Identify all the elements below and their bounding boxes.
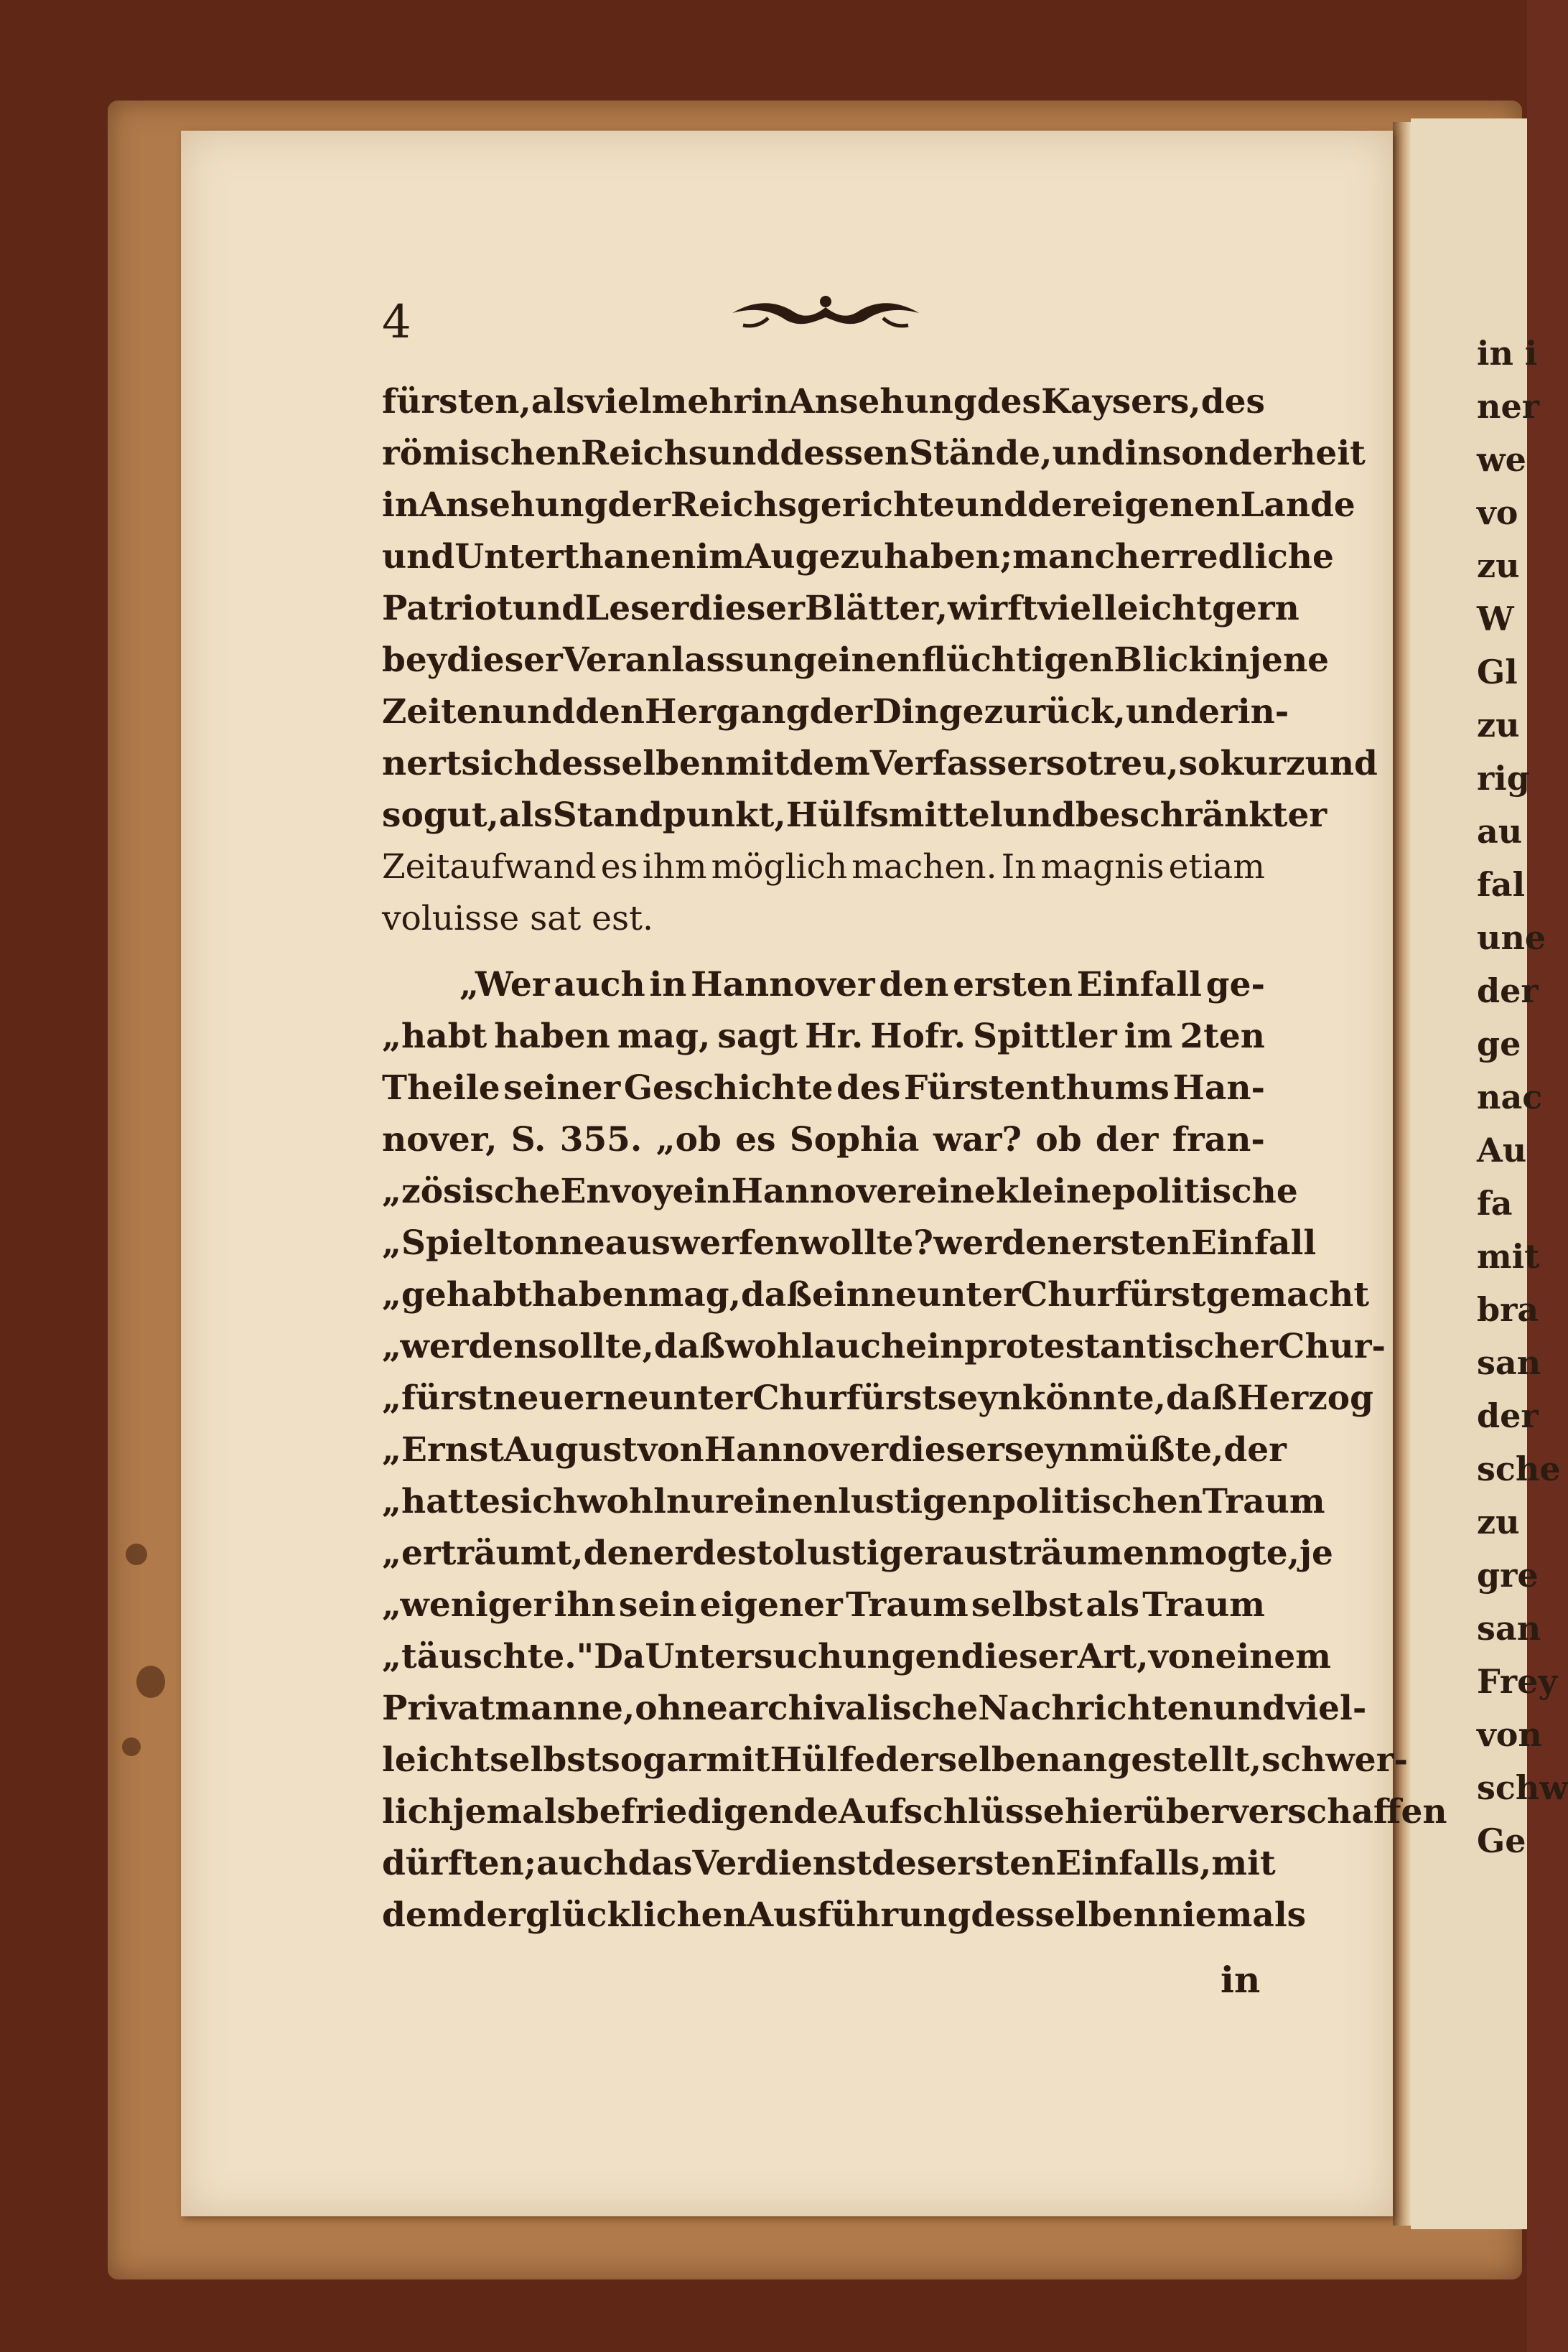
flourish-ornament-icon (725, 286, 926, 336)
text-line: „Wer auch in Hannover den ersten Einfall ge- (459, 965, 1265, 1004)
text-line: Zeitaufwand es ihm möglich machen. In magnis etiam (382, 847, 1265, 887)
adjacent-page-fragment: bra (1477, 1290, 1539, 1329)
ink-stain (122, 1737, 141, 1756)
adjacent-page-fragment: au (1477, 812, 1523, 851)
text-line: „werden sollte, daß wohl auch ein protestantischer Chur- (382, 1327, 1386, 1366)
text-line: „habt haben mag, sagt Hr. Hofr. Spittler im 2ten (382, 1017, 1265, 1056)
adjacent-page-fragment: Gl (1477, 653, 1518, 691)
text-line: römischen Reichs und dessen Stände, und insonderheit (382, 434, 1366, 473)
adjacent-page-fragment: san (1477, 1609, 1541, 1648)
text-line: „täuschte." Da Untersuchungen dieser Art, von einem (382, 1637, 1332, 1676)
text-line: dürften; auch das Verdienst des ersten Einfalls, mit (382, 1844, 1276, 1883)
ink-stain (126, 1544, 147, 1565)
text-line: „hatte sich wohl nur einen lustigen politischen Traum (382, 1482, 1325, 1521)
text-line: „zösische Envoye in Hannover eine kleine politische (382, 1172, 1298, 1211)
adjacent-page-fragment: fa (1477, 1184, 1513, 1223)
text-line: nover, S. 355. „ob es Sophia war? ob der fran- (382, 1120, 1265, 1159)
adjacent-page-fragment: Ge (1477, 1821, 1526, 1860)
text-line: Theile seiner Geschichte des Fürstenthums Han- (382, 1068, 1265, 1108)
adjacent-page-fragment: W (1477, 599, 1514, 638)
adjacent-page-fragment: une (1477, 918, 1546, 957)
text-line: Patriot und Leser dieser Blätter, wirft vielleicht gern (382, 589, 1299, 628)
adjacent-page-fragment: gre (1477, 1556, 1539, 1595)
book-gutter (1393, 122, 1411, 2226)
adjacent-page-fragment: sche (1477, 1450, 1561, 1488)
text-line: „fürst neuer neunter Churfürst seyn könnte, daß Herzog (382, 1378, 1374, 1418)
text-line: und Unterthanen im Auge zu haben; mancher redliche (382, 537, 1334, 577)
catchword: in (1221, 1959, 1261, 2001)
text-line: „gehabt haben mag, daß ein neunter Churfürst gemacht (382, 1275, 1370, 1315)
adjacent-page-fragment: Au (1477, 1131, 1527, 1170)
text-line: Zeiten und den Hergang der Dinge zurück, und erin- (382, 692, 1289, 732)
adjacent-page-fragment: Frey (1477, 1662, 1558, 1701)
text-line: Privatmanne, ohne archivalische Nachrichten und viel- (382, 1689, 1367, 1728)
text-line: nert sich desselben mit dem Verfasser so treu, so kurz und (382, 744, 1378, 783)
adjacent-page-fragment: der (1477, 971, 1539, 1010)
adjacent-page-fragment: rig (1477, 759, 1530, 798)
text-line: in Ansehung der Reichsgerichte und der eigenen Lande (382, 485, 1355, 525)
adjacent-page-fragment: fal (1477, 865, 1526, 904)
text-line: fürsten, als vielmehr in Ansehung des Kaysers, des (382, 382, 1265, 421)
adjacent-page-fragment: in i (1477, 334, 1538, 373)
adjacent-page-fragment: nac (1477, 1078, 1543, 1116)
adjacent-page-fragment: zu (1477, 1503, 1520, 1541)
page-number: 4 (382, 296, 411, 349)
adjacent-page-fragment: we (1477, 440, 1526, 479)
adjacent-page-fragment: vo (1477, 493, 1518, 532)
adjacent-page-fragment: ner (1477, 387, 1539, 426)
text-line: „Spieltonne auswerfen wollte? wer den ersten Einfall (382, 1223, 1317, 1263)
adjacent-page-fragment: zu (1477, 706, 1520, 745)
text-line: bey dieser Veranlassung einen flüchtigen Blick in jene (382, 640, 1330, 680)
adjacent-page-fragment: der (1477, 1396, 1539, 1435)
text-line: „erträumt, den er desto lustiger austräumen mogte, je (382, 1534, 1333, 1573)
text-line: „weniger ihn sein eigener Traum selbst als Traum (382, 1585, 1265, 1625)
text-line: voluisse sat est. (382, 899, 653, 938)
text-line: leicht selbst sogar mit Hülfe derselben angestellt, schwer- (382, 1740, 1408, 1780)
text-line: dem der glücklichen Ausführung desselben niemals (382, 1895, 1307, 1935)
text-line: so gut, als Standpunkt, Hülfsmittel und beschränkter (382, 795, 1327, 835)
adjacent-page-fragment: ge (1477, 1025, 1521, 1063)
text-line: „Ernst August von Hannover dieser seyn müßte, der (382, 1430, 1287, 1470)
adjacent-page-fragment: san (1477, 1343, 1541, 1382)
adjacent-page-fragment: mit (1477, 1237, 1540, 1276)
ink-stain (136, 1666, 165, 1698)
adjacent-page-fragment: von (1477, 1715, 1542, 1754)
adjacent-page-fragment: zu (1477, 546, 1520, 585)
adjacent-page (1411, 118, 1568, 2229)
adjacent-page-fragment: schw (1477, 1768, 1568, 1807)
text-line: lich jemals befriedigende Aufschlüsse hierüber verschaffen (382, 1792, 1447, 1831)
